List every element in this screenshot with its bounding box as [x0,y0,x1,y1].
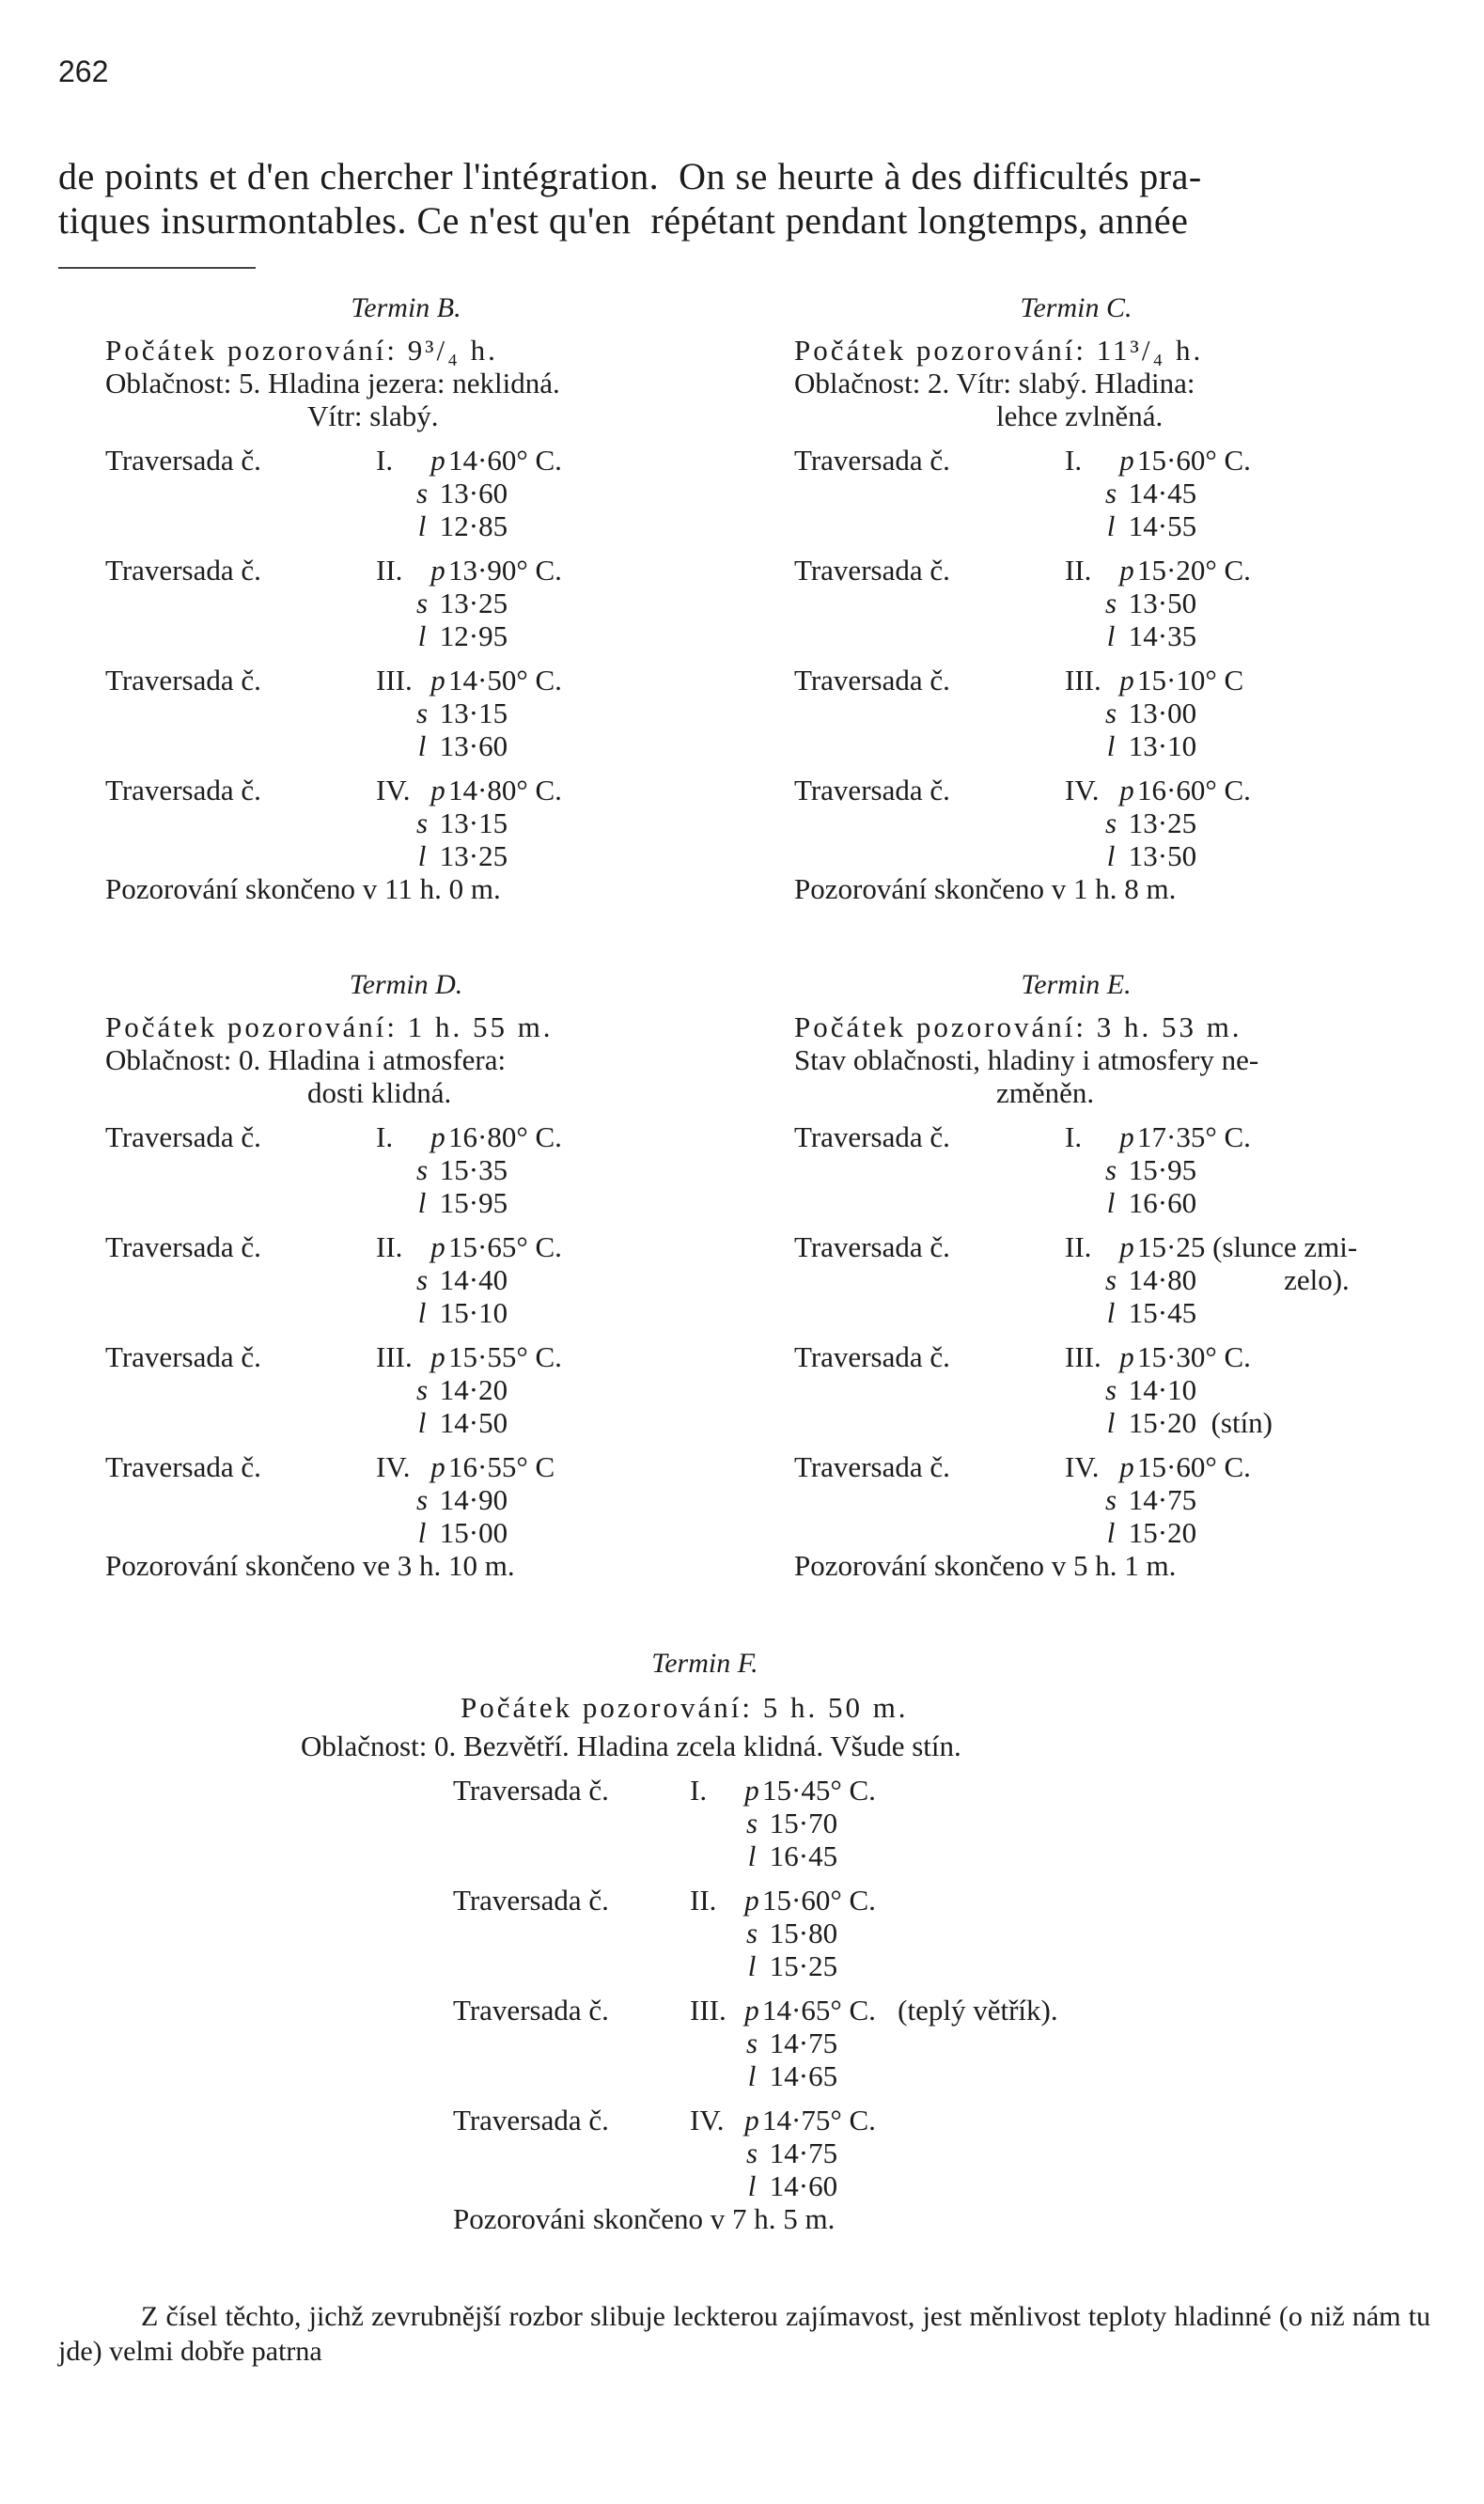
letter-s: s [415,1153,429,1186]
letter-p: p [430,664,445,696]
letter-l: l [747,2169,757,2202]
termin-b-info-1: Oblačnost: 5. Hladina jezera: neklidná. [105,367,560,399]
traverse-roman: IV. [690,2104,725,2136]
letter-l: l [1106,1406,1116,1439]
value-p: 14·65° C. (teplý větřík). [762,1994,1058,2027]
traverse-label: Traversada č. [105,774,261,806]
value-p: 16·60° C. [1137,774,1251,806]
letter-p: p [1119,444,1134,477]
termin-e-info-2: změněn. [996,1076,1095,1109]
letter-p: p [430,1230,445,1263]
termin-e-end: Pozorování skončeno v 5 h. 1 m. [794,1549,1177,1582]
traverse-b-2 [105,554,707,652]
traverse-b-3 [105,664,707,762]
value-s: 13·50 [1128,587,1197,619]
value-l: 16·60 [1128,1186,1197,1219]
divider [58,267,256,269]
letter-l: l [1106,1516,1116,1549]
traverse-d-2 [105,1230,707,1329]
value-p: 13·90° C. [448,554,562,587]
traverse-c-1 [794,444,1433,542]
value-s: 14·75 [769,2136,838,2169]
value-s: 13·15 [439,806,508,839]
traverse-label: Traversada č. [794,1340,950,1373]
value-s: 15·95 [1128,1153,1197,1186]
value-p: 15·60° C. [1137,444,1251,477]
termin-b-start: Počátek pozorování: 9³/₄ h. [105,334,498,367]
page-number: 262 [58,55,109,88]
value-s: 13·25 [1128,806,1197,839]
letter-s: s [415,806,429,839]
termin-b-block [105,291,707,905]
traverse-roman: III. [1065,1340,1101,1373]
traverse-roman: II. [690,1884,717,1917]
value-p: 15·20° C. [1137,554,1251,587]
letter-l: l [1106,1296,1116,1329]
termin-c-info-1: Oblačnost: 2. Vítr: slabý. Hladina: [794,367,1195,399]
letter-l: l [417,1296,427,1329]
traverse-c-2 [794,554,1433,652]
traverse-roman: IV. [376,1450,411,1483]
traverse-roman: IV. [376,774,411,806]
traverse-roman: II. [376,554,403,587]
traverse-label: Traversada č. [105,1120,261,1153]
termin-c-end: Pozorování skončeno v 1 h. 8 m. [794,872,1177,905]
termin-d-end: Pozorování skončeno ve 3 h. 10 m. [105,1549,515,1582]
termin-b-info-2: Vítr: slabý. [307,399,439,432]
letter-s: s [745,1807,758,1839]
letter-p: p [430,774,445,806]
traverse-roman: IV. [1065,1450,1100,1483]
letter-l: l [747,1949,757,1982]
termin-f-start: Počátek pozorování: 5 h. 50 m. [461,1691,909,1724]
value-s: 14·80 zelo). [1128,1263,1350,1296]
traverse-label: Traversada č. [794,664,950,696]
letter-l: l [417,1406,427,1439]
letter-l: l [417,729,427,762]
letter-p: p [1119,1230,1134,1263]
traverse-label: Traversada č. [105,664,261,696]
termin-f-block [301,1647,1222,2235]
termin-e-info-1: Stav oblačnosti, hladiny i atmosfery ne- [794,1043,1259,1076]
letter-l: l [1106,839,1116,872]
letter-s: s [745,1917,758,1949]
letter-p: p [430,554,445,587]
value-s: 13·15 [439,696,508,729]
traverse-roman: III. [376,1340,413,1373]
value-l: 15·20 (stín) [1128,1406,1273,1439]
letter-s: s [1104,806,1117,839]
letter-l: l [747,2059,757,2092]
value-s: 15·35 [439,1153,508,1186]
value-l: 15·20 [1128,1516,1197,1549]
letter-s: s [415,1373,429,1406]
letter-p: p [1119,1340,1134,1373]
traverse-label: Traversada č. [794,444,950,477]
traverse-label: Traversada č. [453,1884,609,1917]
traverse-label: Traversada č. [105,444,261,477]
value-p: 16·55° C [448,1450,555,1483]
traverse-roman: III. [376,664,413,696]
value-s: 13·00 [1128,696,1197,729]
termin-c-title: Termin C. [1020,292,1133,323]
value-s: 13·60 [439,477,508,509]
letter-p: p [1119,554,1134,587]
letter-s: s [745,2136,758,2169]
value-s: 13·25 [439,587,508,619]
letter-l: l [1106,619,1116,652]
letter-p: p [430,1340,445,1373]
letter-l: l [747,1839,757,1872]
value-p: 15·45° C. [762,1774,876,1807]
value-s: 15·80 [769,1917,838,1949]
traverse-roman: II. [1065,554,1092,587]
traverse-d-1 [105,1120,707,1219]
value-p: 15·10° C [1137,664,1244,696]
value-s: 14·20 [439,1373,508,1406]
letter-l: l [1106,729,1116,762]
termin-e-start: Počátek pozorování: 3 h. 53 m. [794,1010,1242,1043]
traverse-label: Traversada č. [453,1994,609,2027]
termin-d-info-2: dosti klidná. [307,1076,452,1109]
traverse-e-1 [794,1120,1433,1219]
letter-s: s [1104,477,1117,509]
letter-p: p [430,444,445,477]
letter-s: s [415,477,429,509]
traverse-label: Traversada č. [453,1774,609,1807]
letter-s: s [745,2027,758,2059]
value-p: 14·75° C. [762,2104,876,2136]
traverse-label: Traversada č. [794,1450,950,1483]
termin-f-end: Pozorováni skončeno v 7 h. 5 m. [453,2202,836,2235]
termin-f-info-1: Oblačnost: 0. Bezvětří. Hladina zcela klidná. Všude stín. [301,1729,961,1762]
traverse-label: Traversada č. [105,554,261,587]
letter-l: l [417,1516,427,1549]
traverse-f-1 [453,1774,1222,1872]
letter-s: s [415,696,429,729]
intro-line-2: tiques insurmontables. Ce n'est qu'en répétant pendant longtemps, année [58,199,1189,242]
value-l: 14·50 [439,1406,508,1439]
value-l: 15·10 [439,1296,508,1329]
value-l: 14·65 [769,2059,838,2092]
value-l: 14·60 [769,2169,838,2202]
traverse-roman: II. [1065,1230,1092,1263]
value-l: 15·25 [769,1949,838,1982]
value-p: 15·60° C. [762,1884,876,1917]
value-l: 14·35 [1128,619,1197,652]
closing-paragraph: Z čísel těchto, jichž zevrubnější rozbor slibuje leckterou zajímavost, jest měnlivost teploty hladinné (o niž nám tu jde) velmi dobře patrna [58,2301,1430,2367]
traverse-b-1 [105,444,707,542]
value-s: 14·75 [1128,1483,1197,1516]
value-l: 15·95 [439,1186,508,1219]
traverse-e-4 [794,1450,1433,1549]
value-p: 14·50° C. [448,664,562,696]
letter-s: s [1104,587,1117,619]
value-s: 15·70 [769,1807,838,1839]
letter-s: s [1104,1263,1117,1296]
traverse-roman: I. [376,1120,394,1153]
traverse-c-3 [794,664,1433,762]
letter-l: l [417,509,427,542]
value-p: 15·25 (slunce zmi- [1137,1230,1358,1263]
intro-line-1: de points et d'en chercher l'intégration. On se heurte à des difficultés pra- [58,155,1202,197]
traverse-roman: II. [376,1230,403,1263]
letter-p: p [1119,664,1134,696]
letter-s: s [415,587,429,619]
value-l: 12·95 [439,619,508,652]
value-s: 14·45 [1128,477,1197,509]
traverse-label: Traversada č. [794,554,950,587]
traverse-d-3 [105,1340,707,1439]
traverse-roman: IV. [1065,774,1100,806]
termin-e-title: Termin E. [1021,969,1132,1000]
termin-d-info-1: Oblačnost: 0. Hladina i atmosfera: [105,1043,507,1076]
termin-d-block [105,968,707,1582]
traverse-roman: III. [1065,664,1101,696]
value-l: 15·00 [439,1516,508,1549]
letter-p: p [744,1994,759,2027]
value-l: 12·85 [439,509,508,542]
traverse-roman: I. [1065,444,1083,477]
letter-s: s [415,1483,429,1516]
traverse-c-4 [794,774,1433,872]
termin-e-block [794,968,1433,1582]
letter-p: p [430,1450,445,1483]
value-l: 14·55 [1128,509,1197,542]
value-s: 14·90 [439,1483,508,1516]
letter-l: l [417,619,427,652]
termin-c-start: Počátek pozorování: 11³/₄ h. [794,334,1204,367]
traverse-label: Traversada č. [453,2104,609,2136]
termin-c-block [794,291,1433,905]
traverse-roman: I. [690,1774,708,1807]
value-p: 14·80° C. [448,774,562,806]
traverse-label: Traversada č. [794,774,950,806]
letter-p: p [1119,1120,1134,1153]
letter-s: s [1104,696,1117,729]
value-p: 15·55° C. [448,1340,562,1373]
traverse-f-4 [453,2104,1222,2202]
value-p: 15·65° C. [448,1230,562,1263]
letter-s: s [1104,1373,1117,1406]
value-p: 14·60° C. [448,444,562,477]
value-p: 15·60° C. [1137,1450,1251,1483]
termin-d-start: Počátek pozorování: 1 h. 55 m. [105,1010,554,1043]
value-s: 14·10 [1128,1373,1197,1406]
traverse-e-2 [794,1230,1433,1329]
termin-b-title: Termin B. [351,292,461,323]
value-l: 15·45 [1128,1296,1197,1329]
termin-f-title: Termin F. [651,1648,758,1679]
letter-p: p [744,1884,759,1917]
termin-c-info-2: lehce zvlněná. [996,399,1164,432]
value-p: 15·30° C. [1137,1340,1251,1373]
traverse-label: Traversada č. [105,1450,261,1483]
letter-p: p [1119,1450,1134,1483]
letter-p: p [430,1120,445,1153]
letter-s: s [415,1263,429,1296]
letter-s: s [1104,1153,1117,1186]
letter-l: l [417,839,427,872]
letter-l: l [1106,1186,1116,1219]
traverse-label: Traversada č. [794,1230,950,1263]
traverse-label: Traversada č. [105,1340,261,1373]
termin-d-title: Termin D. [349,969,463,1000]
value-l: 16·45 [769,1839,838,1872]
traverse-roman: I. [376,444,394,477]
traverse-f-3 [453,1994,1222,2092]
letter-l: l [1106,509,1116,542]
letter-p: p [744,1774,759,1807]
value-s: 14·75 [769,2027,838,2059]
value-l: 13·60 [439,729,508,762]
value-p: 16·80° C. [448,1120,562,1153]
termin-b-end: Pozorování skončeno v 11 h. 0 m. [105,872,501,905]
traverse-d-4 [105,1450,707,1549]
traverse-roman: I. [1065,1120,1083,1153]
value-p: 17·35° C. [1137,1120,1251,1153]
letter-s: s [1104,1483,1117,1516]
traverse-roman: III. [690,1994,726,2027]
value-l: 13·50 [1128,839,1197,872]
letter-p: p [744,2104,759,2136]
letter-p: p [1119,774,1134,806]
traverse-f-2 [453,1884,1222,1982]
value-l: 13·10 [1128,729,1197,762]
traverse-label: Traversada č. [105,1230,261,1263]
letter-l: l [417,1186,427,1219]
traverse-label: Traversada č. [794,1120,950,1153]
value-l: 13·25 [439,839,508,872]
traverse-e-3 [794,1340,1433,1439]
value-s: 14·40 [439,1263,508,1296]
traverse-b-4 [105,774,707,872]
